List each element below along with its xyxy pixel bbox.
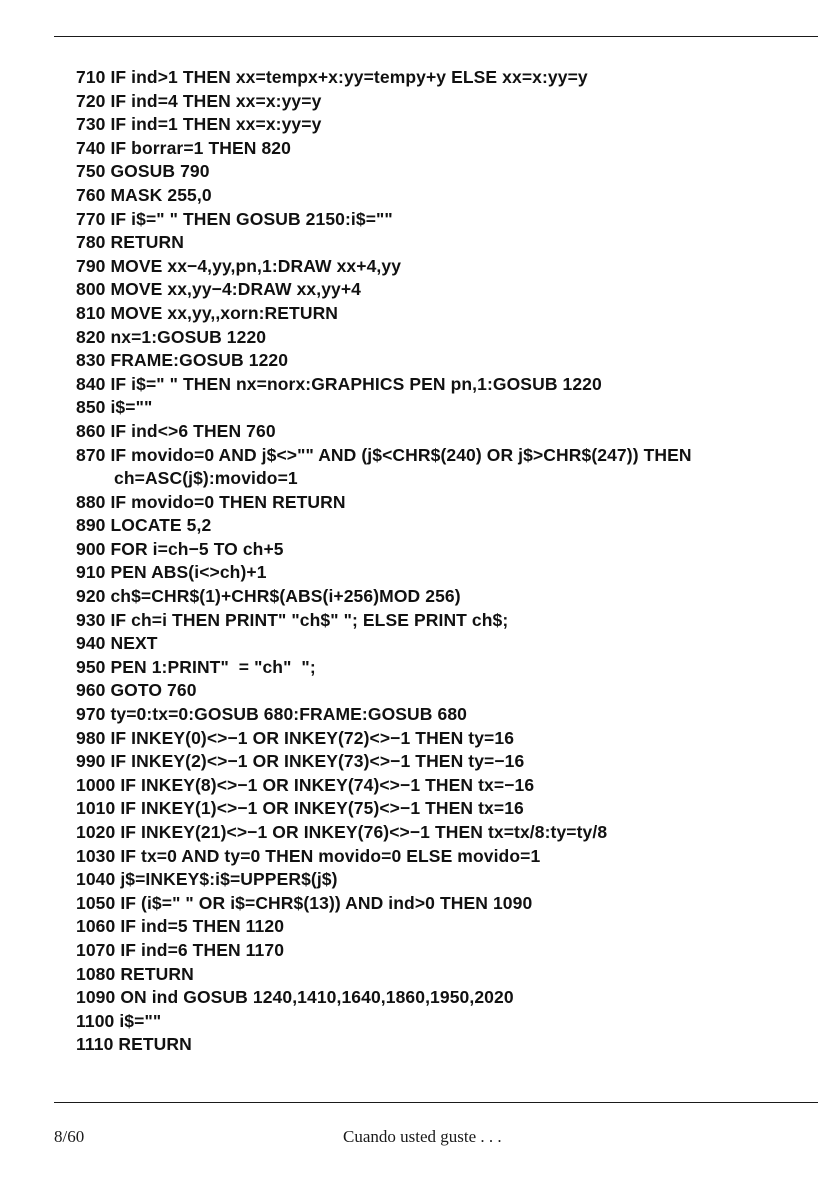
code-line <box>76 444 816 491</box>
code-line <box>76 326 816 350</box>
code-line <box>76 396 816 420</box>
line-code: RETURN <box>118 1034 192 1055</box>
line-code: ty=0:tx=0:GOSUB 680:FRAME:GOSUB 680 <box>110 704 467 725</box>
line-code: IF ind>1 THEN xx=tempx+x:yy=tempy+y ELSE xx=x:yy=y <box>110 67 588 87</box>
line-number: 720 <box>76 90 106 111</box>
line-code: MOVE xx,yy−4:DRAW xx,yy+4 <box>110 279 362 300</box>
line-code: IF (i$=" " OR i$=CHR$(13)) AND ind>0 THEN 1090 <box>120 892 533 913</box>
footer-rule <box>54 1102 818 1103</box>
line-code: IF tx=0 AND ty=0 THEN movido=0 ELSE movido=1 <box>120 845 541 866</box>
line-number: 910 <box>76 562 106 583</box>
line-number: 1030 <box>76 845 116 866</box>
line-code: i$="" <box>119 1010 162 1031</box>
code-line <box>76 727 816 751</box>
line-number: 930 <box>76 609 106 630</box>
code-line <box>76 868 816 892</box>
code-line <box>76 231 816 255</box>
code-line <box>76 679 816 703</box>
line-code: IF i$=" " THEN nx=norx:GRAPHICS PEN pn,1:GOSUB 1220 <box>110 373 602 394</box>
line-code: IF i$=" " THEN GOSUB 2150:i$="" <box>110 208 393 229</box>
line-number: 820 <box>76 326 106 347</box>
line-number: 790 <box>76 255 106 276</box>
code-line <box>76 137 816 161</box>
code-line <box>76 585 816 609</box>
code-line <box>76 208 816 232</box>
line-number: 880 <box>76 491 106 512</box>
code-line <box>76 892 816 916</box>
line-number: 850 <box>76 397 106 418</box>
line-number: 1110 <box>76 1034 114 1055</box>
line-code: MASK 255,0 <box>110 184 212 205</box>
line-code: j$=INKEY$:i$=UPPER$(j$) <box>120 869 338 890</box>
line-code: MOVE xx,yy,,xorn:RETURN <box>110 302 339 323</box>
line-code: IF ind=5 THEN 1120 <box>120 916 285 937</box>
line-code: GOTO 760 <box>110 680 197 701</box>
line-code: IF INKEY(1)<>−1 OR INKEY(75)<>−1 THEN tx=16 <box>120 798 524 819</box>
line-code: ON ind GOSUB 1240,1410,1640,1860,1950,2020 <box>120 987 514 1008</box>
line-code: IF ind=1 THEN xx=x:yy=y <box>110 114 322 135</box>
code-line <box>76 915 816 939</box>
line-code: GOSUB 790 <box>110 161 210 182</box>
code-line <box>76 420 816 444</box>
code-line <box>76 491 816 515</box>
line-number: 1020 <box>76 822 116 842</box>
code-line <box>76 845 816 869</box>
code-line <box>76 255 816 279</box>
code-listing <box>76 66 816 1057</box>
line-code: IF INKEY(21)<>−1 OR INKEY(76)<>−1 THEN tx=tx/8:ty=ty/8 <box>120 822 608 842</box>
page-number: 8/60 <box>54 1127 85 1146</box>
line-code: IF borrar=1 THEN 820 <box>110 137 291 158</box>
code-line <box>76 302 816 326</box>
line-number: 830 <box>76 350 106 371</box>
code-line <box>76 349 816 373</box>
line-code: FRAME:GOSUB 1220 <box>110 350 289 371</box>
line-code: nx=1:GOSUB 1220 <box>110 326 267 347</box>
line-number: 1100 <box>76 1010 115 1031</box>
line-number: 890 <box>76 515 106 536</box>
code-line <box>76 160 816 184</box>
code-line <box>76 609 816 633</box>
code-line <box>76 939 816 963</box>
line-number: 1080 <box>76 963 116 984</box>
line-number: 960 <box>76 680 106 701</box>
code-line <box>76 113 816 137</box>
line-number: 760 <box>76 184 106 205</box>
code-line <box>76 986 816 1010</box>
line-code: PEN 1:PRINT" = "ch" "; <box>110 656 316 677</box>
running-title: Cuando usted guste . . . <box>343 1127 502 1146</box>
line-number: 1090 <box>76 987 116 1008</box>
code-line <box>76 538 816 562</box>
line-number: 970 <box>76 704 106 725</box>
line-number: 980 <box>76 727 106 748</box>
line-number: 730 <box>76 114 106 135</box>
line-code: IF movido=0 THEN RETURN <box>110 491 346 512</box>
line-number: 800 <box>76 279 106 300</box>
line-number: 1010 <box>76 798 116 819</box>
line-number: 710 <box>76 67 106 87</box>
line-code: FOR i=ch−5 TO ch+5 <box>110 538 284 559</box>
line-code: LOCATE 5,2 <box>110 515 212 536</box>
code-line <box>76 66 816 90</box>
line-number: 810 <box>76 302 106 323</box>
code-line <box>76 774 816 798</box>
line-continuation: ch=ASC(j$):movido=1 <box>114 468 298 489</box>
line-code: PEN ABS(i<>ch)+1 <box>110 562 267 583</box>
line-number: 740 <box>76 137 106 158</box>
line-number: 1070 <box>76 939 116 960</box>
line-number: 1060 <box>76 916 116 937</box>
line-code: IF ind=6 THEN 1170 <box>120 939 285 960</box>
line-code: ch$=CHR$(1)+CHR$(ABS(i+256)MOD 256) <box>110 586 461 607</box>
code-line <box>76 184 816 208</box>
code-line <box>76 373 816 397</box>
line-number: 940 <box>76 633 106 654</box>
line-number: 920 <box>76 586 106 607</box>
code-line <box>76 703 816 727</box>
code-line <box>76 1033 816 1057</box>
line-number: 860 <box>76 420 106 441</box>
code-line <box>76 514 816 538</box>
line-code: RETURN <box>110 232 184 253</box>
line-code: RETURN <box>120 963 194 984</box>
line-code: IF ch=i THEN PRINT" "ch$" "; ELSE PRINT ch$; <box>110 609 509 630</box>
line-code: i$="" <box>110 397 153 418</box>
line-code: IF INKEY(0)<>−1 OR INKEY(72)<>−1 THEN ty=16 <box>110 727 515 748</box>
code-line <box>76 963 816 987</box>
code-line <box>76 561 816 585</box>
line-code: IF ind<>6 THEN 760 <box>110 420 276 441</box>
line-number: 750 <box>76 161 106 182</box>
line-number: 870 <box>76 444 106 465</box>
code-line <box>76 632 816 656</box>
line-number: 1000 <box>76 774 116 795</box>
line-code: IF INKEY(8)<>−1 OR INKEY(74)<>−1 THEN tx=−16 <box>120 774 535 795</box>
line-code: MOVE xx−4,yy,pn,1:DRAW xx+4,yy <box>110 255 402 276</box>
line-number: 1050 <box>76 892 116 913</box>
line-code: IF ind=4 THEN xx=x:yy=y <box>110 90 322 111</box>
code-line <box>76 750 816 774</box>
code-line <box>76 656 816 680</box>
line-number: 840 <box>76 373 106 394</box>
line-code: IF movido=0 AND j$<>"" AND (j$<CHR$(240) OR j$>CHR$(247)) THEN <box>110 444 692 465</box>
code-line <box>76 1010 816 1034</box>
code-line <box>76 797 816 821</box>
line-number: 990 <box>76 751 106 772</box>
line-number: 1040 <box>76 869 116 890</box>
code-line <box>76 90 816 114</box>
line-number: 770 <box>76 208 106 229</box>
line-number: 900 <box>76 538 106 559</box>
line-number: 950 <box>76 656 106 677</box>
code-line <box>76 278 816 302</box>
line-number: 780 <box>76 232 106 253</box>
header-rule <box>54 36 818 37</box>
line-code: NEXT <box>110 633 158 654</box>
code-line <box>76 821 816 845</box>
line-code: IF INKEY(2)<>−1 OR INKEY(73)<>−1 THEN ty=−16 <box>110 751 525 772</box>
